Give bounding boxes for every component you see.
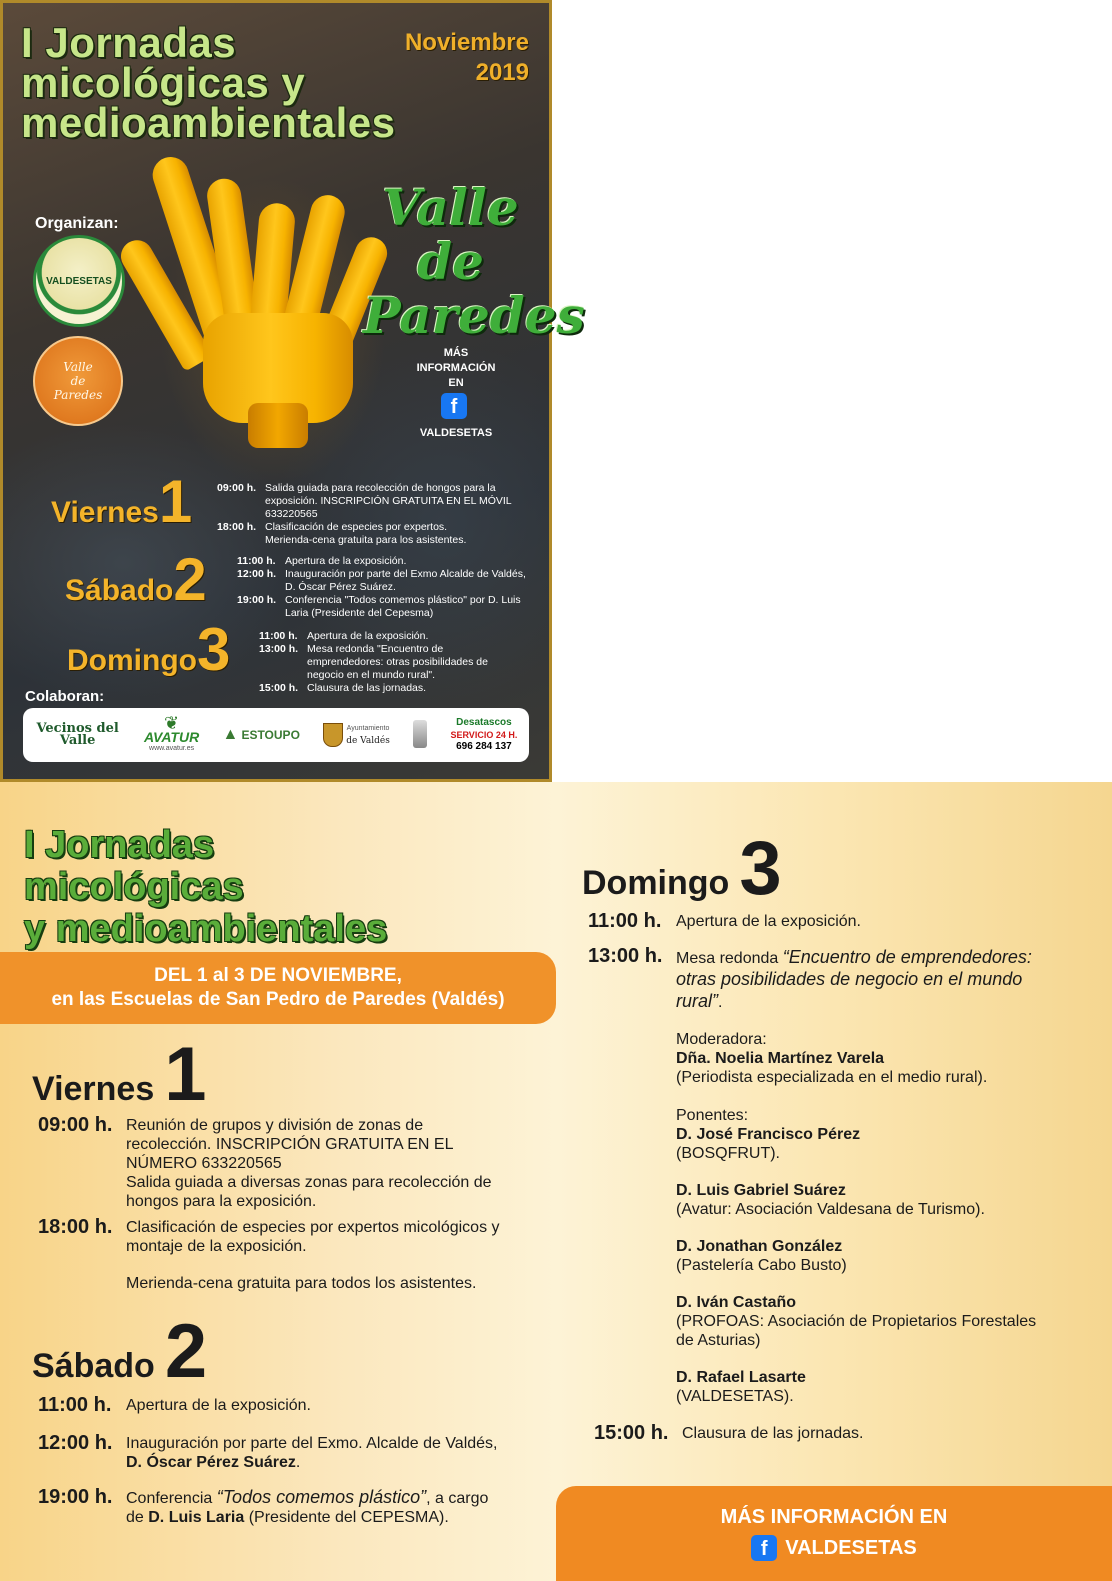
schedule-text: Inauguración por parte del Exmo. Alcalde de Valdés, bbox=[126, 1435, 498, 1452]
valle-de-paredes-logo bbox=[33, 336, 123, 426]
viernes-item-1 bbox=[38, 1116, 508, 1211]
valdesetas-logo bbox=[33, 235, 125, 327]
phone-number: 696 284 137 bbox=[456, 741, 512, 752]
schedule-item bbox=[237, 568, 527, 594]
flyer-title-line-1: I Jornadas bbox=[24, 824, 215, 866]
poster-schedule-sabado bbox=[237, 555, 527, 620]
ponente-desc: (Avatur: Asociación Valdesana de Turismo). bbox=[676, 1201, 985, 1218]
flyer bbox=[0, 782, 1112, 1581]
day-name: Domingo bbox=[582, 864, 730, 902]
schedule-item bbox=[259, 682, 509, 695]
poster-title-line-3: medioambientales bbox=[21, 99, 396, 146]
poster-valdesetas-label: VALDESETAS bbox=[419, 427, 493, 439]
schedule-item bbox=[217, 482, 517, 521]
schedule-text: Clasificación de especies por expertos micológicos y montaje de la exposición. bbox=[126, 1219, 500, 1255]
schedule-time: 15:00 h. bbox=[594, 1422, 669, 1444]
footer-label: MÁS INFORMACIÓN EN bbox=[720, 1506, 948, 1528]
schedule-time: 11:00 h. bbox=[259, 630, 298, 642]
schedule-text-mid: , a cargo de bbox=[126, 1490, 489, 1526]
schedule-text: Apertura de la exposición. bbox=[307, 630, 429, 642]
mayor-name: D. Óscar Pérez Suárez bbox=[126, 1454, 296, 1471]
coat-of-arms-icon bbox=[323, 723, 343, 747]
poster-date-month: Noviembre bbox=[404, 29, 529, 56]
sabado-item-2 bbox=[38, 1434, 508, 1472]
schedule-text: Merienda-cena gratuita para los asistentes. bbox=[265, 534, 467, 546]
schedule-item bbox=[217, 521, 517, 534]
mas-info-line-1: MÁS bbox=[443, 347, 469, 359]
sponsors-bar bbox=[23, 708, 529, 762]
poster-schedule-viernes bbox=[217, 482, 517, 547]
viernes-item-2 bbox=[38, 1218, 508, 1256]
ponentes-block bbox=[676, 1106, 1056, 1406]
day-name: Viernes bbox=[32, 1070, 155, 1108]
banner-location: en las Escuelas de San Pedro de Paredes (Valdés) bbox=[51, 989, 505, 1010]
schedule-text: Conferencia bbox=[126, 1490, 217, 1507]
flyer-title bbox=[24, 824, 387, 950]
sponsor-ayuntamiento-valdes bbox=[323, 723, 390, 747]
schedule-text: Clausura de las jornadas. bbox=[307, 682, 427, 694]
schedule-text: Conferencia "Todos comemos plástico" por D. Luis Laria (Presidente del Cepesma) bbox=[285, 594, 521, 619]
domingo-item-2 bbox=[588, 947, 1058, 1013]
mas-informacion-footer[interactable] bbox=[556, 1486, 1112, 1581]
day-number: 2 bbox=[164, 1309, 208, 1394]
schedule-text-end: (Presidente del CEPESMA). bbox=[244, 1509, 449, 1526]
schedule-item bbox=[237, 555, 527, 568]
poster-title-line-1: I Jornadas bbox=[21, 19, 237, 66]
domingo-item-1 bbox=[588, 912, 1058, 931]
moderadora-block bbox=[676, 1030, 1076, 1087]
moderadora-label: Moderadora: bbox=[676, 1031, 767, 1048]
schedule-item bbox=[259, 630, 509, 643]
schedule-time: 15:00 h. bbox=[259, 682, 299, 694]
schedule-time: 11:00 h. bbox=[588, 910, 662, 932]
day-name: Sábado bbox=[32, 1347, 155, 1385]
poster-day-viernes bbox=[51, 468, 193, 535]
schedule-text-end: . bbox=[295, 1454, 301, 1471]
schedule-text: Clausura de las jornadas. bbox=[682, 1425, 864, 1442]
facebook-link[interactable] bbox=[441, 393, 467, 419]
day-number: 2 bbox=[173, 546, 207, 613]
schedule-time: 12:00 h. bbox=[38, 1432, 113, 1454]
poster bbox=[0, 0, 585, 782]
schedule-time: 11:00 h. bbox=[38, 1394, 112, 1416]
conference-title: “Todos comemos plástico” bbox=[216, 1487, 427, 1507]
poster-day-sabado bbox=[65, 546, 207, 613]
avatur-text: AVATUR bbox=[143, 729, 200, 745]
ponente-item bbox=[676, 1181, 1056, 1219]
sponsor-emblem bbox=[413, 720, 427, 751]
valle-logo-line-2: de bbox=[70, 374, 86, 388]
valdesetas-logo-text: VALDESETAS bbox=[46, 275, 112, 287]
schedule-time: 09:00 h. bbox=[217, 482, 257, 494]
schedule-text-end: . bbox=[718, 994, 723, 1011]
day-name: Sábado bbox=[65, 574, 174, 607]
ayuntamiento-name: de Valdés bbox=[346, 736, 390, 746]
ponente-item bbox=[676, 1125, 1056, 1163]
day-number: 1 bbox=[164, 1032, 207, 1117]
round-table-title: “Encuentro de emprendedores: otras posibilidades de negocio en el mundo rural” bbox=[676, 947, 1032, 1011]
avatur-url: www.avatur.es bbox=[149, 745, 195, 752]
valle-word: Valle bbox=[382, 178, 519, 237]
facebook-icon: f bbox=[751, 1535, 777, 1561]
day-number: 1 bbox=[158, 468, 193, 535]
moderadora-name: Dña. Noelia Martínez Varela bbox=[676, 1050, 885, 1067]
ponente-desc: (BOSQFRUT). bbox=[676, 1145, 780, 1162]
schedule-time: 18:00 h. bbox=[38, 1216, 113, 1238]
ponente-name: D. Iván Castaño bbox=[676, 1294, 797, 1311]
schedule-time: 13:00 h. bbox=[588, 945, 663, 967]
ponente-desc: (VALDESETAS). bbox=[676, 1388, 794, 1405]
flyer-day-viernes bbox=[32, 1032, 207, 1117]
facebook-icon: f bbox=[441, 393, 467, 419]
desatascos-logo-text: Desatascos bbox=[456, 717, 512, 728]
valle-de-paredes-title bbox=[363, 178, 585, 345]
schedule-text: Apertura de la exposición. bbox=[285, 555, 407, 567]
schedule-text: Apertura de la exposición. bbox=[126, 1397, 311, 1414]
day-number: 3 bbox=[196, 616, 231, 683]
day-number: 3 bbox=[739, 826, 782, 911]
flyer-day-sabado bbox=[32, 1309, 208, 1394]
ponente-desc: (Pastelería Cabo Busto) bbox=[676, 1257, 847, 1274]
organizan-label: Organizan: bbox=[35, 215, 119, 232]
mas-info-line-2: INFORMACIÓN bbox=[416, 362, 496, 374]
schedule-time: 13:00 h. bbox=[259, 643, 299, 655]
ponente-item bbox=[676, 1293, 1056, 1350]
schedule-time: 18:00 h. bbox=[217, 521, 257, 533]
schedule-text: Mesa redonda "Encuentro de emprendedores: otras posibilidades de negocio en el mundo rural". bbox=[307, 643, 488, 681]
flyer-title-line-2: micológicas bbox=[24, 866, 244, 908]
facebook-page-name: VALDESETAS bbox=[785, 1536, 917, 1559]
facebook-link[interactable] bbox=[751, 1535, 917, 1561]
schedule-time: 11:00 h. bbox=[237, 555, 276, 567]
schedule-time: 12:00 h. bbox=[237, 568, 277, 580]
banner-dates: DEL 1 al 3 DE NOVIEMBRE, bbox=[154, 965, 402, 986]
schedule-item bbox=[237, 594, 527, 620]
valle-logo-line-3: Paredes bbox=[53, 388, 103, 402]
ponente-item bbox=[676, 1237, 1056, 1275]
schedule-text: Mesa redonda bbox=[676, 950, 783, 967]
sabado-item-1 bbox=[38, 1396, 508, 1415]
poster-date-year: 2019 bbox=[475, 59, 529, 86]
day-name: Viernes bbox=[51, 496, 159, 529]
valle-logo-line-1: Valle bbox=[63, 360, 93, 374]
schedule-item bbox=[259, 643, 509, 682]
viernes-merienda: Merienda-cena gratuita para todos los asistentes. bbox=[126, 1275, 477, 1292]
poster-title-line-2: micológicas y bbox=[21, 59, 306, 106]
schedule-text: Clasificación de especies por expertos. bbox=[265, 521, 448, 533]
ponente-name: D. Jonathan González bbox=[676, 1238, 843, 1255]
schedule-text: Inauguración por parte del Exmo Alcalde de Valdés, D. Óscar Pérez Suárez. bbox=[285, 568, 526, 593]
schedule-text: Reunión de grupos y división de zonas de recolección. INSCRIPCIÓN GRATUITA EN EL NÚMERO 633220565 bbox=[126, 1117, 453, 1172]
sabado-item-3 bbox=[38, 1488, 508, 1527]
domingo-item-3 bbox=[594, 1424, 1064, 1443]
emblem-icon bbox=[413, 720, 427, 748]
schedule-text: Apertura de la exposición. bbox=[676, 913, 861, 930]
poster-schedule-domingo bbox=[259, 630, 509, 695]
sponsor-estoupo bbox=[222, 725, 300, 743]
mas-info-line-3: EN bbox=[448, 377, 464, 389]
mountain-icon: ▲ bbox=[222, 725, 239, 743]
ponente-desc: (PROFOAS: Asociación de Propietarios Forestales de Asturias) bbox=[676, 1313, 1037, 1349]
moderadora-desc: (Periodista especializada en el medio rural). bbox=[676, 1069, 988, 1086]
schedule-time: 19:00 h. bbox=[237, 594, 277, 606]
servicio-24h: SERVICIO 24 H. bbox=[450, 730, 518, 740]
sponsor-desatascos bbox=[450, 717, 517, 753]
estoupo-text: ESTOUPO bbox=[241, 727, 300, 742]
sponsor-avatur bbox=[144, 715, 199, 755]
mas-informacion-text bbox=[413, 346, 499, 391]
schedule-time: 09:00 h. bbox=[38, 1114, 113, 1136]
oak-leaf-icon: ❦ bbox=[164, 713, 180, 733]
ponente-name: D. Luis Gabriel Suárez bbox=[676, 1182, 846, 1199]
ponente-name: D. José Francisco Pérez bbox=[676, 1126, 861, 1143]
schedule-time bbox=[217, 534, 265, 547]
ponentes-label: Ponentes: bbox=[676, 1107, 749, 1124]
schedule-text: Salida guiada para recolección de hongos para la exposición. INSCRIPCIÓN GRATUITA EN EL MÓVIL 633220565 bbox=[265, 482, 512, 520]
flyer-title-line-3: y medioambientales bbox=[24, 908, 388, 950]
de-word: de bbox=[417, 232, 484, 291]
schedule-item bbox=[217, 534, 517, 547]
ponente-name: D. Rafael Lasarte bbox=[676, 1369, 806, 1386]
poster-day-domingo bbox=[67, 616, 231, 683]
flyer-day-domingo bbox=[582, 826, 782, 911]
dates-location-banner bbox=[0, 952, 556, 1024]
day-name: Domingo bbox=[67, 644, 197, 677]
paredes-word: Paredes bbox=[363, 286, 585, 345]
schedule-time: 19:00 h. bbox=[38, 1486, 113, 1508]
ayuntamiento-label: Ayuntamiento bbox=[346, 725, 390, 732]
ponente-item bbox=[676, 1368, 1056, 1406]
schedule-text-2: Salida guiada a diversas zonas para recolección de hongos para la exposición. bbox=[126, 1174, 492, 1210]
speaker-name: D. Luis Laria bbox=[148, 1509, 245, 1526]
colaboran-label: Colaboran: bbox=[25, 688, 105, 705]
sponsor-vecinos-del-valle: Vecinos del Valle bbox=[36, 721, 119, 748]
